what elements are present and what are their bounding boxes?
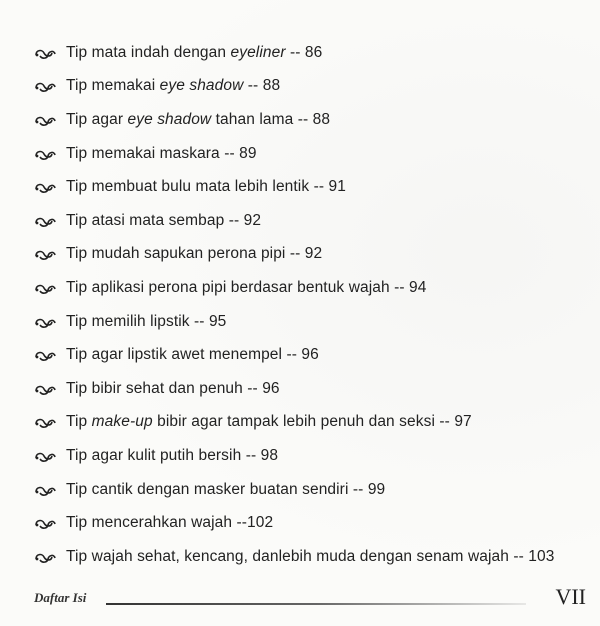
toc-entry-text-tail: tahan lama -- 88 bbox=[211, 110, 331, 128]
toc-entry-text bbox=[66, 481, 385, 499]
ornament-bullet-icon bbox=[34, 147, 56, 161]
toc-entry-text bbox=[66, 514, 273, 532]
toc-entry bbox=[34, 103, 594, 137]
toc-entry bbox=[34, 406, 594, 440]
toc-entry-text bbox=[66, 548, 554, 566]
toc-entry-text-lead: Tip aplikasi perona pipi berdasar bentuk wajah -- 94 bbox=[66, 278, 427, 296]
toc-entry bbox=[34, 238, 594, 272]
toc-entry bbox=[34, 137, 594, 171]
ornament-bullet-icon bbox=[34, 214, 56, 228]
toc-entry-text bbox=[66, 279, 426, 297]
ornament-bullet-icon bbox=[34, 247, 56, 261]
ornament-bullet-icon bbox=[34, 46, 56, 60]
toc-entry-text bbox=[66, 447, 278, 465]
toc-entry-text-lead: Tip memilih lipstik -- 95 bbox=[66, 312, 227, 330]
ornament-bullet-icon bbox=[34, 483, 56, 497]
toc-entry-text-lead: Tip memakai bbox=[66, 77, 160, 95]
toc-entry-text-italic: make-up bbox=[91, 413, 153, 431]
toc-entry-text bbox=[66, 111, 330, 129]
toc-entry-text-italic: eye shadow bbox=[159, 77, 244, 95]
toc-entry bbox=[34, 338, 594, 372]
toc-entry-text bbox=[66, 77, 280, 95]
footer-section-title: Daftar Isi bbox=[34, 590, 87, 605]
toc-entry-text-lead: Tip wajah sehat, kencang, danlebih muda dengan senam wajah -- 103 bbox=[66, 547, 555, 565]
footer-rule bbox=[106, 603, 526, 605]
page-number: VII bbox=[555, 584, 586, 609]
toc-entry-text-lead: Tip memakai maskara -- 89 bbox=[66, 144, 257, 162]
toc-entry-text bbox=[66, 313, 226, 331]
toc-entry bbox=[34, 36, 594, 70]
toc-entry bbox=[34, 170, 594, 204]
toc-entry-text-tail: -- 86 bbox=[285, 43, 323, 61]
toc-entry-text-lead: Tip mencerahkan wajah --102 bbox=[66, 514, 274, 532]
toc-entry-text bbox=[66, 145, 257, 163]
toc-entry-text-lead: Tip agar lipstik awet menempel -- 96 bbox=[66, 346, 319, 364]
toc-entry-text bbox=[66, 212, 261, 230]
toc-entry-text bbox=[66, 178, 346, 196]
toc-entry-text-lead: Tip membuat bulu mata lebih lentik -- 91 bbox=[66, 178, 346, 196]
toc-entry-text-lead: Tip bbox=[66, 413, 92, 431]
ornament-bullet-icon bbox=[34, 79, 56, 93]
toc-entry-text-lead: Tip bibir sehat dan penuh -- 96 bbox=[66, 379, 280, 397]
toc-entry bbox=[34, 473, 594, 507]
table-of-contents bbox=[34, 36, 594, 574]
toc-entry bbox=[34, 506, 594, 540]
toc-entry-text bbox=[66, 346, 319, 364]
toc-entry-text-lead: Tip cantik dengan masker buatan sendiri -- 99 bbox=[66, 480, 386, 498]
toc-entry bbox=[34, 540, 594, 574]
toc-entry-text-lead: Tip mudah sapukan perona pipi -- 92 bbox=[66, 245, 323, 263]
ornament-bullet-icon bbox=[34, 315, 56, 329]
toc-entry bbox=[34, 70, 594, 104]
ornament-bullet-icon bbox=[34, 180, 56, 194]
ornament-bullet-icon bbox=[34, 449, 56, 463]
toc-entry-text-tail: bibir agar tampak lebih penuh dan seksi -- 97 bbox=[152, 413, 472, 431]
toc-entry bbox=[34, 372, 594, 406]
ornament-bullet-icon bbox=[34, 550, 56, 564]
toc-entry-text-lead: Tip agar kulit putih bersih -- 98 bbox=[66, 446, 279, 464]
toc-entry bbox=[34, 271, 594, 305]
toc-entry-text bbox=[66, 44, 322, 62]
ornament-bullet-icon bbox=[34, 516, 56, 530]
toc-entry-text-lead: Tip atasi mata sembap -- 92 bbox=[66, 211, 262, 229]
ornament-bullet-icon bbox=[34, 348, 56, 362]
ornament-bullet-icon bbox=[34, 382, 56, 396]
toc-entry bbox=[34, 439, 594, 473]
ornament-bullet-icon bbox=[34, 113, 56, 127]
toc-entry-text-lead: Tip agar bbox=[66, 110, 128, 128]
ornament-bullet-icon bbox=[34, 281, 56, 295]
ornament-bullet-icon bbox=[34, 415, 56, 429]
toc-entry-text bbox=[66, 245, 322, 263]
toc-entry-text-tail: -- 88 bbox=[243, 77, 281, 95]
toc-entry-text bbox=[66, 413, 472, 431]
toc-entry-text bbox=[66, 380, 280, 398]
toc-entry bbox=[34, 204, 594, 238]
toc-entry-text-italic: eye shadow bbox=[127, 110, 212, 128]
toc-entry bbox=[34, 305, 594, 339]
toc-entry-text-italic: eyeliner bbox=[230, 43, 286, 61]
toc-entry-text-lead: Tip mata indah dengan bbox=[66, 43, 231, 61]
